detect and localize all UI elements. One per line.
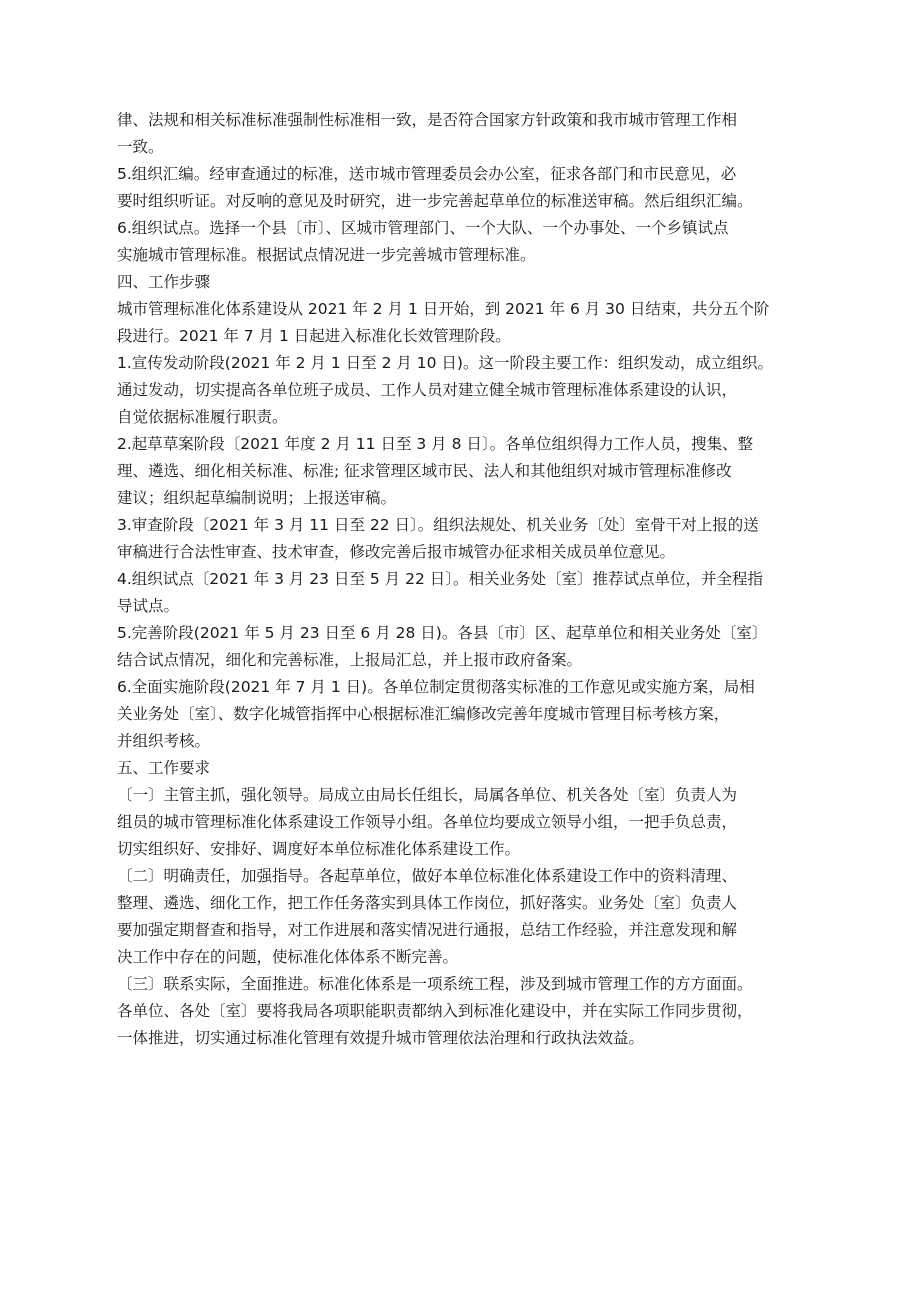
text-line: 结合试点情况，细化和完善标准，上报局汇总，并上报市政府备案。 bbox=[117, 651, 583, 669]
text-line: 3.审查阶段〔2021 年 3 月 11 日至 22 日〕。组织法规处、机关业务〔处〕室骨干对上报的送 bbox=[117, 516, 759, 534]
text-line: 整理、遴选、细化工作，把工作任务落实到具体工作岗位，抓好落实。业务处〔室〕负责人 bbox=[117, 894, 738, 912]
text-line: 一体推进，切实通过标准化管理有效提升城市管理依法治理和行政执法效益。 bbox=[117, 1029, 645, 1047]
text-line: 各单位、各处〔室〕要将我局各项职能职责都纳入到标准化建设中，并在实际工作同步贯彻， bbox=[117, 1002, 753, 1020]
text-line: 理、遴选、细化相关标准、标准; 征求管理区域市民、法人和其他组织对城市管理标准修改 bbox=[117, 462, 732, 480]
document-body bbox=[117, 107, 807, 1052]
text-line: 自觉依据标准履行职责。 bbox=[117, 408, 288, 426]
text-line: 建议；组织起草编制说明；上报送审稿。 bbox=[117, 489, 397, 507]
text-line: 审稿进行合法性审查、技术审查，修改完善后报市城管办征求相关成员单位意见。 bbox=[117, 543, 676, 561]
text-line: 并组织考核。 bbox=[117, 732, 211, 750]
text-line: 通过发动，切实提高各单位班子成员、工作人员对建立健全城市管理标准体系建设的认识， bbox=[117, 381, 738, 399]
text-line: 〔二〕明确责任，加强指导。各起草单位，做好本单位标准化体系建设工作中的资料清理、 bbox=[117, 867, 738, 885]
text-line: 2.起草草案阶段〔2021 年度 2 月 11 日至 3 月 8 日〕。各单位组织得力工作人员，搜集、整 bbox=[117, 435, 754, 453]
text-line: 导试点。 bbox=[117, 597, 180, 615]
text-line: 段进行。2021 年 7 月 1 日起进入标准化长效管理阶段。 bbox=[117, 327, 511, 345]
text-line: 律、法规和相关标准标准强制性标准相一致，是否符合国家方针政策和我市城市管理工作相 bbox=[117, 111, 738, 129]
text-line: 一致。 bbox=[117, 138, 164, 156]
text-line: 关业务处〔室〕、数字化城管指挥中心根据标准汇编修改完善年度城市管理目标考核方案， bbox=[117, 705, 730, 723]
text-line: 〔三〕联系实际，全面推进。标准化体系是一项系统工程，涉及到城市管理工作的方方面面。 bbox=[117, 975, 753, 993]
text-line: 决工作中存在的问题，使标准化体体系不断完善。 bbox=[117, 948, 459, 966]
text-line: 〔一〕主管主抓，强化领导。局成立由局长任组长，局属各单位、机关各处〔室〕负责人为 bbox=[117, 786, 738, 804]
text-line: 5.组织汇编。经审查通过的标准，送市城市管理委员会办公室，征求各部门和市民意见，必 bbox=[117, 165, 737, 183]
text-line: 要加强定期督查和指导，对工作进展和落实情况进行通报，总结工作经验，并注意发现和解 bbox=[117, 921, 738, 939]
text-line: 4.组织试点〔2021 年 3 月 23 日至 5 月 22 日〕。相关业务处〔室〕推荐试点单位，并全程指 bbox=[117, 570, 763, 588]
text-line: 四、工作步骤 bbox=[117, 273, 211, 291]
text-line: 要时组织听证。对反响的意见及时研究，进一步完善起草单位的标准送审稿。然后组织汇编。 bbox=[117, 192, 753, 210]
text-line: 五、工作要求 bbox=[117, 759, 211, 777]
text-line: 城市管理标准化体系建设从 2021 年 2 月 1 日开始，到 2021 年 6 月 30 日结束，共分五个阶 bbox=[117, 300, 770, 318]
text-line: 6.全面实施阶段(2021 年 7 月 1 日)。各单位制定贯彻落实标准的工作意见或实施方案，局相 bbox=[117, 678, 755, 696]
text-line: 6.组织试点。选择一个县〔市〕、区城市管理部门、一个大队、一个办事处、一个乡镇试点 bbox=[117, 219, 729, 237]
text-line: 组员的城市管理标准化体系建设工作领导小组。各单位均要成立领导小组，一把手负总责， bbox=[117, 813, 738, 831]
text-line: 切实组织好、安排好、调度好本单位标准化体系建设工作。 bbox=[117, 840, 521, 858]
text-line: 5.完善阶段(2021 年 5 月 23 日至 6 月 28 日)。各县〔市〕区、起草单位和相关业务处〔室〕 bbox=[117, 624, 768, 642]
text-line: 1.宣传发动阶段(2021 年 2 月 1 日至 2 月 10 日)。这一阶段主要工作：组织发动，成立组织。 bbox=[117, 354, 773, 372]
text-line: 实施城市管理标准。根据试点情况进一步完善城市管理标准。 bbox=[117, 246, 536, 264]
